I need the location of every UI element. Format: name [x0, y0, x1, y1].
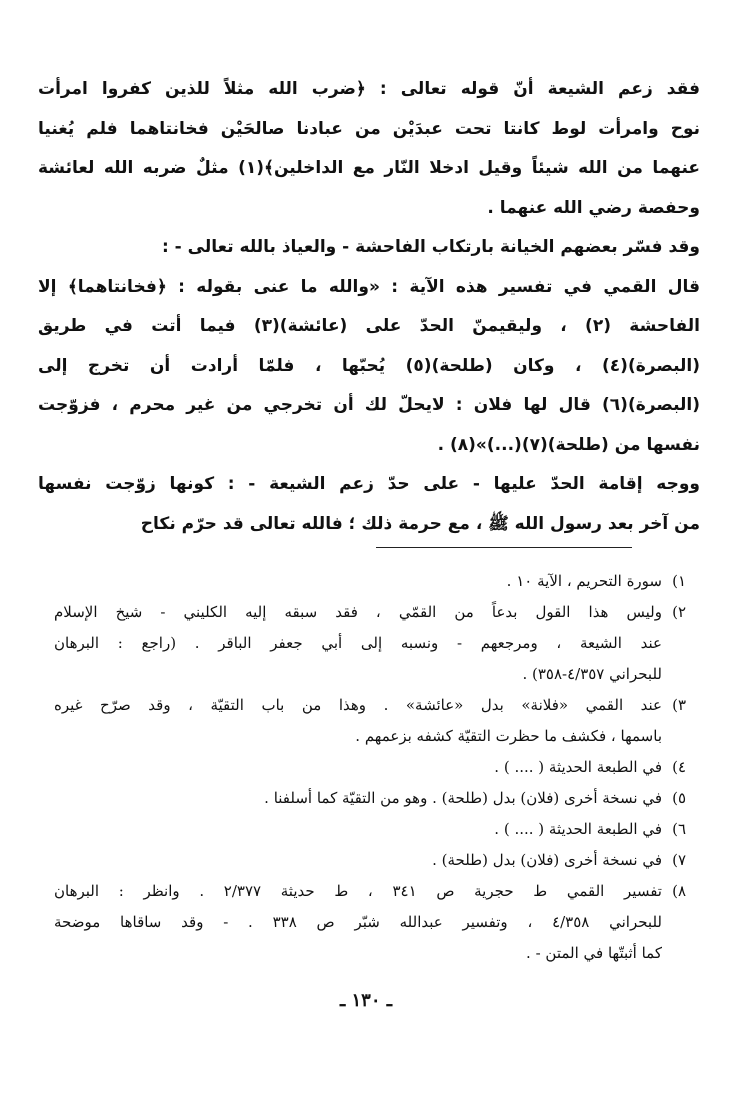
footnote-number: ٤) [672, 758, 686, 776]
footnote-number: ٦) [672, 820, 686, 838]
footnote [54, 783, 686, 814]
page-number: ـ ١٣٠ ـ [339, 990, 393, 1011]
footnote-line: عند الشيعة ، ومرجعهم - ونسبه إلى أبي جعفر الباقر . (راجع : البرهان [54, 634, 662, 652]
footnote-line: كما أثبتّها في المتن - . [526, 944, 662, 962]
footnotes [54, 566, 686, 969]
body-line: وحفصة رضي الله عنهما . [487, 197, 700, 218]
footnote-line: في نسخة أخرى (فلان) بدل (طلحة) . وهو من التقيّة كما أسلفنا . [264, 789, 662, 807]
footnote-line: سورة التحريم ، الآية ١٠ . [506, 572, 662, 590]
footnote [54, 752, 686, 783]
footnote [54, 566, 686, 597]
footnote-line: في الطبعة الحديثة ( .... ) . [494, 758, 662, 776]
body-line: (البصرة)(٦) قال لها فلان : لايحلّ لك أن تخرجي من غير محرم ، فزوّجت [38, 395, 700, 415]
footnote-number: ٣) [672, 696, 686, 714]
footnote-line: باسمها ، فكشف ما حظرت التقيّة كشفه بزعمهم . [355, 727, 662, 745]
footnote-number: ٨) [672, 882, 686, 900]
footnote-line: وليس هذا القول بدعاً من القمّي ، فقد سبقه إليه الكليني - شيخ الإسلام [54, 603, 662, 621]
footnote-line: في نسخة أخرى (فلان) بدل (طلحة) . [432, 851, 662, 869]
body-line: الفاحشة (٢) ، وليقيمنّ الحدّ على (عائشة)(٣) فيما أتت في طريق [38, 316, 700, 336]
footnote-divider [376, 547, 632, 548]
body-line: فقد زعم الشيعة أنّ قوله تعالى : ﴿ضرب الله مثلاً للذين كفروا امرأت [38, 79, 700, 99]
body-line: عنهما من الله شيئاً وقيل ادخلا النّار مع الداخلين﴾(١) مثلٌ ضربه الله لعائشة [38, 158, 700, 178]
body-line: نوح وامرأت لوط كانتا تحت عبدَيْن من عبادنا صالحَيْن فخانتاهما فلم يُغنيا [38, 118, 700, 139]
footnote [54, 690, 686, 752]
footnote-line: للبحراني ٤/٣٥٧-٣٥٨) . [522, 665, 662, 683]
footnote [54, 876, 686, 969]
footnote-line: للبحراني ٤/٣٥٨ ، وتفسير عبدالله شبّر ص ٣٣٨ . - وقد ساقاها موضحة [54, 913, 662, 931]
footnote [54, 845, 686, 876]
footnote-number: ٢) [672, 603, 686, 621]
body-line: من آخر بعد رسول الله ﷺ ، مع حرمة ذلك ؛ فالله تعالى قد حرّم نكاح [140, 513, 700, 534]
body-line: (البصرة)(٤) ، وكان (طلحة)(٥) يُحبّها ، فلمّا أرادت أن تخرج إلى [38, 355, 700, 376]
footnote-line: عند القمي «فلانة» بدل «عائشة» . وهذا من باب التقيّة ، وقد صرّح غيره [54, 696, 662, 714]
footnote-number: ٥) [672, 789, 686, 807]
footnote-line: تفسير القمي ط حجرية ص ٣٤١ ، ط حديثة ٢/٣٧٧ . وانظر : البرهان [54, 882, 662, 900]
body-line: وقد فسّر بعضهم الخيانة بارتكاب الفاحشة - والعياذ بالله تعالى - : [161, 237, 700, 257]
body-line: قال القمي في تفسير هذه الآية : «والله ما عنى بقوله : ﴿فخانتاهما﴾ إلا [38, 276, 700, 297]
footnote [54, 597, 686, 690]
body-line: نفسها من (طلحة)(٧)(...)»(٨) . [437, 434, 700, 455]
footnote-line: في الطبعة الحديثة ( .... ) . [494, 820, 662, 838]
footnote [54, 814, 686, 845]
footnote-number: ٧) [672, 851, 686, 869]
footnote-number: ١) [672, 572, 686, 590]
main-text [38, 70, 700, 544]
body-line: ووجه إقامة الحدّ عليها - على حدّ زعم الشيعة - : كونها زوّجت نفسها [38, 474, 700, 494]
